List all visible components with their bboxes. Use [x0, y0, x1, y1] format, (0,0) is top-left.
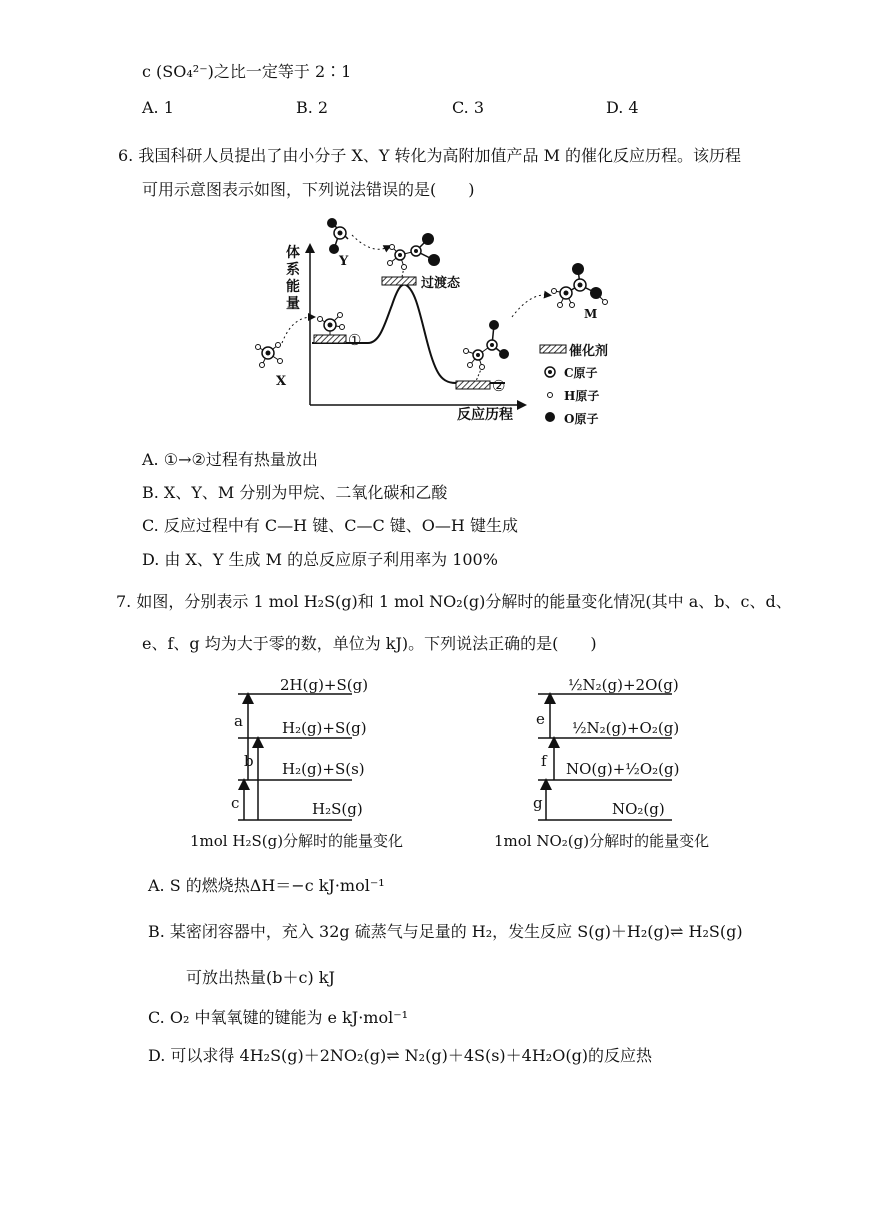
q6-option-b: B. X、Y、M 分别为甲烷、二氧化碳和乙酸: [142, 483, 448, 502]
legend-catalyst: 催化剂: [569, 344, 609, 359]
y-axis-label: [286, 244, 305, 312]
q6-option-c: C. 反应过程中有 C—H 键、C—C 键、O—H 键生成: [142, 516, 518, 535]
left-level-2-label: H₂(g)+S(g): [282, 719, 367, 737]
right-level-1-label: ½N₂(g)+2O(g): [568, 676, 679, 694]
transition-label: 过渡态: [421, 276, 461, 291]
q6-stem-line2: 可用示意图表示如图，下列说法错误的是( ): [142, 180, 475, 199]
q7-option-a: A. S 的燃烧热ΔH＝−c kJ·mol⁻¹: [148, 876, 385, 895]
left-arrow-a-label: a: [234, 712, 243, 730]
left-arrow-c-label: c: [231, 794, 240, 812]
q5-option-d: D. 4: [606, 98, 639, 117]
c-atom-icon: [545, 367, 555, 377]
right-arrow-e-label: e: [536, 710, 545, 728]
q6-option-d: D. 由 X、Y 生成 M 的总反应原子利用率为 100%: [142, 550, 498, 569]
legend-o-atom: O原子: [564, 412, 599, 426]
label-m: M: [584, 307, 598, 321]
right-arrow-g-label: g: [533, 794, 543, 812]
q5-option-c: C. 3: [452, 98, 485, 117]
left-level-4-label: H₂S(g): [312, 800, 363, 818]
molecule-m-icon: [552, 263, 608, 308]
right-caption: 1mol NO₂(g)分解时的能量变化: [494, 832, 710, 850]
h-atom-icon: [548, 393, 553, 398]
q5-tail: c (SO₄²⁻)之比一定等于 2∶1: [142, 62, 352, 81]
arrow-x-to-catalyst: [282, 317, 312, 343]
mark-1: ①: [348, 331, 362, 349]
mark-2: ②: [492, 377, 506, 395]
y-axis-label-char: 系: [286, 262, 300, 278]
q7-energy-diagrams: [0, 670, 870, 860]
q6-option-a: A. ①→②过程有热量放出: [142, 450, 318, 469]
q7-stem-line1: 7. 如图，分别表示 1 mol H₂S(g)和 1 mol NO₂(g)分解时的能量变化情况(其中 a、b、c、d、: [116, 592, 792, 611]
x-axis-label: 反应历程: [457, 407, 513, 423]
q7-stem-line2: e、f、g 均为大于零的数，单位为 kJ)。下列说法正确的是( ): [142, 634, 597, 653]
arrow-to-product-m: [512, 295, 548, 317]
o-atom-icon: [545, 412, 555, 422]
right-arrow-f-label: f: [541, 752, 547, 770]
y-axis-label-char: 体: [286, 245, 300, 261]
legend-h-atom: H原子: [564, 389, 600, 403]
energy-curve: [312, 285, 505, 383]
q7-option-b-cont: 可放出热量(b＋c) kJ: [186, 968, 335, 987]
catalyst-platform-transition: [382, 277, 416, 285]
y-axis-label-char: 量: [286, 296, 300, 312]
label-x: X: [276, 374, 287, 389]
label-y: Y: [339, 254, 349, 269]
left-level-3-label: H₂(g)+S(s): [282, 760, 365, 778]
left-arrow-b-label: b: [244, 752, 254, 770]
molecule-x-icon: [256, 343, 283, 368]
transition-molecule-icon: [388, 233, 441, 277]
q6-stem-line1: 6. 我国科研人员提出了由小分子 X、Y 转化为高附加值产品 M 的催化反应历程。该历程: [118, 146, 742, 165]
q5-option-a: A. 1: [142, 98, 174, 117]
q5-option-b: B. 2: [296, 98, 329, 117]
q6-energy-figure: [0, 205, 870, 435]
catalyst-platform-1: [314, 335, 346, 343]
catalyst-platform-2: [456, 381, 490, 389]
q7-option-c: C. O₂ 中氧氧键的键能为 e kJ·mol⁻¹: [148, 1008, 409, 1027]
left-caption: 1mol H₂S(g)分解时的能量变化: [190, 832, 404, 850]
y-axis-label-char: 能: [286, 279, 300, 295]
q7-option-b: B. 某密闭容器中，充入 32g 硫蒸气与足量的 H₂，发生反应 S(g)＋H₂(g)⇌ H₂S(g): [148, 922, 743, 941]
legend-c-atom: C原子: [564, 366, 598, 380]
right-level-3-label: NO(g)+½O₂(g): [566, 760, 680, 778]
y-axis-arrow-icon: [305, 243, 315, 253]
right-level-4-label: NO₂(g): [612, 800, 665, 818]
adsorbed-product-icon: [464, 320, 510, 381]
right-level-2-label: ½N₂(g)+O₂(g): [572, 719, 680, 737]
arrow-y-to-transition: [352, 235, 388, 249]
q7-option-d: D. 可以求得 4H₂S(g)＋2NO₂(g)⇌ N₂(g)＋4S(s)＋4H₂O(g)的反应热: [148, 1046, 653, 1065]
molecule-y-icon: [327, 218, 348, 254]
legend-catalyst-swatch: [540, 345, 566, 353]
adsorbed-methyl-icon: [318, 313, 345, 336]
left-level-1-label: 2H(g)+S(g): [280, 676, 369, 694]
x-axis-arrow-icon: [517, 400, 527, 410]
